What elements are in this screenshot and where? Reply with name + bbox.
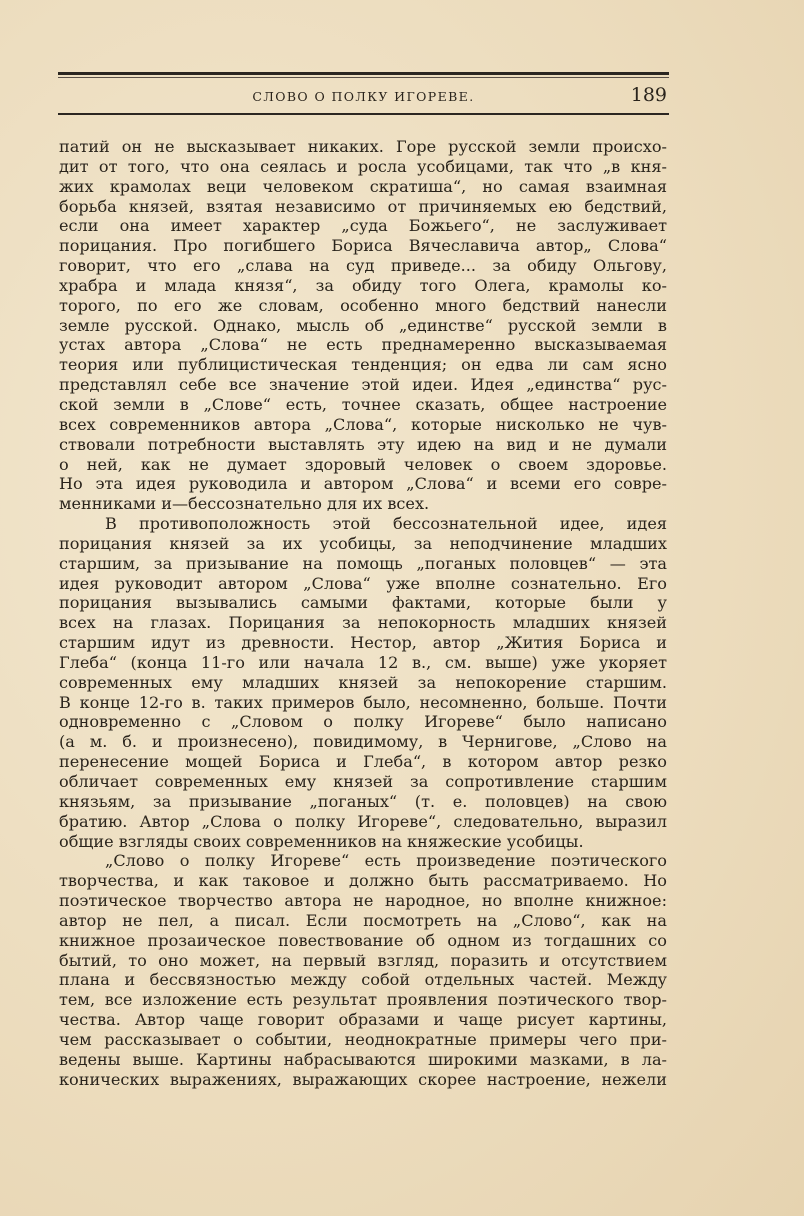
text-line: чества. Автор чаще говорит образами и чаще рисует картины, <box>59 1010 667 1030</box>
text-line: поэтическое творчество автора не народное, но вполне книжное: <box>59 891 667 911</box>
text-line: порицания князей за их усобицы, за неподчинение младших <box>59 533 667 553</box>
text-line: говорит, что его „слава на суд приведе... за обиду Ольгову, <box>59 256 667 276</box>
text-line: книжное прозаическое повествование об одном из тогдашних со <box>59 930 667 950</box>
text-line: старшим, за призывание на помощь „поганых половцев“ — эта <box>59 553 667 573</box>
text-line: патий он не высказывает никаких. Горе русской земли происхо- <box>59 137 667 156</box>
page-header <box>58 82 669 112</box>
text-line: земле русской. Однако, мысль об „единстве“ русской земли в <box>59 315 667 335</box>
page-number: 189 <box>630 84 667 106</box>
text-line: идея руководит автором „Слова“ уже вполне сознательно. Его <box>59 573 667 593</box>
text-line: бытий, то оно может, на первый взгляд, поразить и отсутствием <box>59 950 667 970</box>
text-line: теория или публицистическая тенденция; он едва ли сам ясно <box>59 355 667 375</box>
text-line: порицания. Про погибшего Бориса Вячеславича автор„ Слова“ <box>59 236 667 256</box>
text-line: старшим идут из древности. Нестор, автор „Жития Бориса и <box>59 633 667 653</box>
text-line: обличает современных ему князей за сопротивление старшим <box>59 772 667 791</box>
text-line: перенесение мощей Бориса и Глеба“, в котором автор резко <box>59 752 667 772</box>
text-line: одновременно с „Словом о полку Игореве“ было написано <box>59 712 667 732</box>
text-line: „Слово о полку Игореве“ есть произведение поэтического <box>105 851 667 871</box>
header-rule-thin <box>58 77 669 78</box>
text-line: В конце 12-го в. таких примеров было, несомненно, больше. Почти <box>59 692 667 712</box>
text-line: автор не пел, а писал. Если посмотреть на „Слово“, как на <box>59 910 667 930</box>
text-line: В противоположность этой бессознательной идее, идея <box>105 514 667 534</box>
text-line: дит от того, что она сеялась и росла усобицами, так что „в кня- <box>59 156 667 176</box>
text-line: чем рассказывает о событии, неоднократные примеры чего при- <box>59 1029 667 1049</box>
text-line: храбра и млада князя“, за обиду того Олега, крамолы ко- <box>59 275 667 295</box>
text-line: о ней, как не думает здоровый человек о своем здоровье. <box>59 454 667 474</box>
header-rule-top <box>58 72 669 75</box>
text-line: братию. Автор „Слова о полку Игореве“, следовательно, выразил <box>59 811 667 831</box>
text-line: конических выражениях, выражающих скорее настроение, нежели <box>59 1069 667 1089</box>
text-line: представлял себе все значение этой идеи. Идея „единства“ рус- <box>59 375 667 395</box>
text-line: ствовали потребности выставлять эту идею на вид и не думали <box>59 434 667 454</box>
running-head: СЛОВО О ПОЛКУ ИГОРЕВЕ. <box>252 89 475 104</box>
text-line: ской земли в „Слове“ есть, точнее сказать, общее настроение <box>59 394 667 414</box>
text-line: князьям, за призывание „поганых“ (т. е. половцев) на свою <box>59 791 667 811</box>
header-rule-bottom <box>58 113 669 115</box>
text-line: общие взгляды своих современников на княжеские усобицы. <box>59 831 584 851</box>
text-line: менниками и—бессознательно для их всех. <box>59 494 430 514</box>
body-text <box>59 137 667 1090</box>
text-line: всех современников автора „Слова“, которые нисколько не чув- <box>59 414 667 434</box>
text-line: порицания вызывались самыми фактами, которые были у <box>59 593 667 613</box>
text-line: если она имеет характер „суда Божьего“, не заслуживает <box>59 216 667 236</box>
text-line: Но эта идея руководила и автором „Слова“ и всеми его совре- <box>59 474 667 494</box>
text-line: плана и бессвязностью между собой отдельных частей. Между <box>59 970 667 990</box>
text-line: торого, по его же словам, особенно много бедствий нанесли <box>59 295 667 315</box>
text-line: жих крамолах веци человеком скратиша“, но самая взаимная <box>59 176 667 196</box>
text-line: ведены выше. Картины набрасываются широкими мазками, в ла- <box>59 1049 667 1069</box>
text-line: всех на глазах. Порицания за непокорность младших князей <box>59 613 667 633</box>
text-line: борьба князей, взятая независимо от причиняемых ею бедствий, <box>59 196 667 216</box>
text-line: тем, все изложение есть результат проявления поэтического твор- <box>59 990 667 1010</box>
text-line: устах автора „Слова“ не есть преднамеренно высказываемая <box>59 335 667 355</box>
text-line: Глеба“ (конца 11-го или начала 12 в., см. выше) уже укоряет <box>59 652 667 672</box>
text-line: творчества, и как таковое и должно быть рассматриваемо. Но <box>59 871 667 891</box>
text-line: (а м. б. и произнесено), повидимому, в Чернигове, „Слово на <box>59 732 667 752</box>
text-line: современных ему младших князей за непокорение старшим. <box>59 672 667 692</box>
